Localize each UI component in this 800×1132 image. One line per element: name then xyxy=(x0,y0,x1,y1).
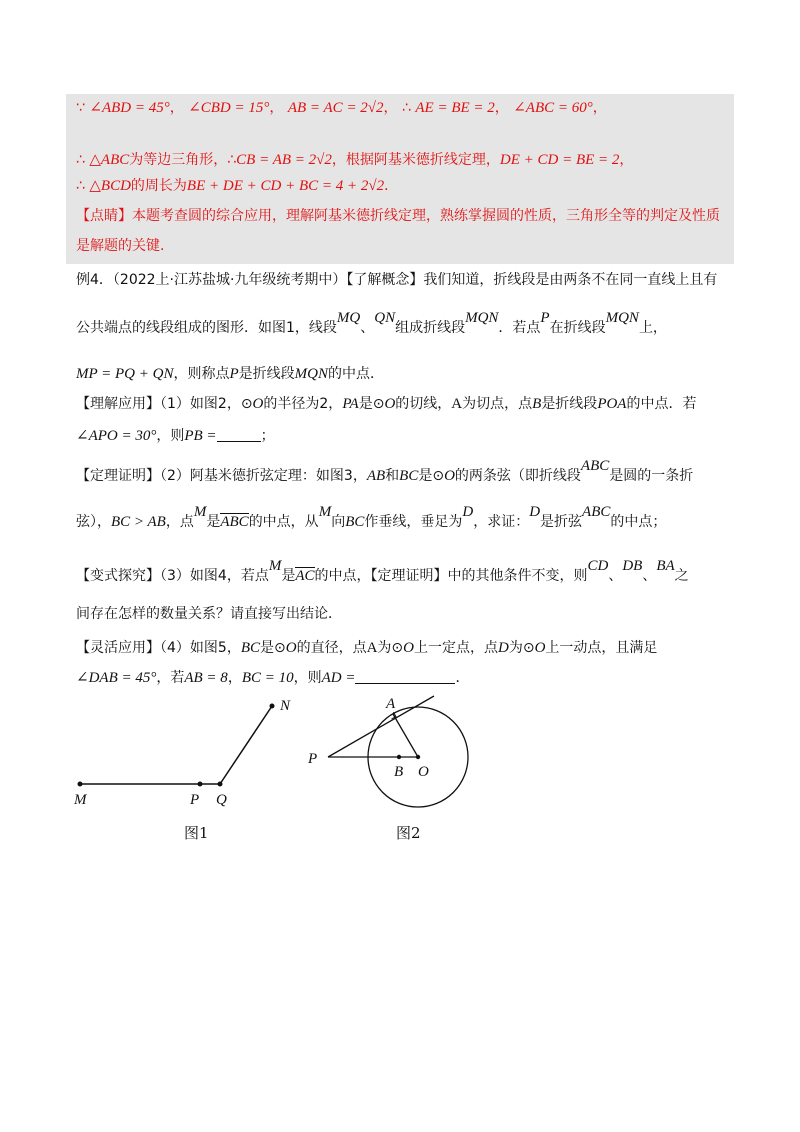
label-a: A xyxy=(386,696,396,712)
question-4-line-2: ∠DAB = 45°，若AB = 8，BC = 10，则AD = ． xyxy=(76,670,470,686)
solution-line-1: ∵ ∠ABD = 45°， ∠CBD = 15°， AB = AC = 2√2， ∴ AE = BE = 2， ∠ABC = 60°， xyxy=(76,100,607,116)
question-2-line-2: 弦），BC > AB，点M是ABC的中点，从M向BC作垂线，垂足为D，求证：D是折弦ABC的中点； xyxy=(76,504,667,530)
figure-2-caption: 图2 xyxy=(396,824,421,842)
question-2-line-1: 【定理证明】（2）阿基米德折弦定理：如图3，AB和BC是⊙O的两条弦（即折线段ABC是圆的一条折 xyxy=(76,458,694,484)
label-b: B xyxy=(394,764,404,780)
concept-line-1: 公共端点的线段组成的图形．如图1，线段MQ、QN组成折线段MQN．若点P在折线段MQN上， xyxy=(76,310,667,336)
segment-qn xyxy=(220,706,272,784)
concept-line-2: MP = PQ + QN，则称点P是折线段MQN的中点． xyxy=(76,366,384,382)
radius-oa xyxy=(393,714,418,757)
question-1-line-1: 【理解应用】（1）如图2，⊙O的半径为2，PA是⊙O的切线，A为切点，点B是折线段POA的中点．若 xyxy=(76,396,697,412)
point-o xyxy=(416,755,420,759)
label-n: N xyxy=(280,698,291,714)
point-p xyxy=(198,782,203,787)
example-heading: 例4．（2022上·江苏盐城·九年级统考期中）【了解概念】我们知道，折线段是由两条不在同一直线上且有 xyxy=(76,272,718,288)
figure-1-caption: 图1 xyxy=(184,824,209,842)
solution-line-2: ∴ △ABC为等边三角形，∴CB = AB = 2√2，根据阿基米德折线定理，DE + CD = BE = 2， xyxy=(76,152,634,168)
point-b xyxy=(397,755,401,759)
figure-1 xyxy=(60,690,320,860)
label-p: P xyxy=(308,751,318,767)
label-o: O xyxy=(418,764,429,780)
tangent-line xyxy=(328,696,434,757)
question-3-line-1: 【变式探究】（3）如图4，若点M是AC的中点，【定理证明】中的其他条件不变，则CD、DB、BA之 xyxy=(76,558,689,584)
question-1-line-2: ∠APO = 30°，则PB = ； xyxy=(76,428,275,444)
label-q: Q xyxy=(216,792,227,808)
label-p: P xyxy=(190,792,200,808)
point-n xyxy=(270,704,275,709)
solution-line-3: ∴ △BCD的周长为BE + DE + CD + BC = 4 + 2√2． xyxy=(76,178,399,194)
arc-ac: AC xyxy=(295,568,315,584)
answer-blank-pb[interactable] xyxy=(217,427,261,442)
solution-comment-end: 是解题的关键. xyxy=(76,238,165,254)
solution-comment: 【点睛】本题考查圆的综合应用，理解阿基米德折线定理，熟练掌握圆的性质，三角形全等的判定及性质 xyxy=(76,208,720,224)
figure-2 xyxy=(290,680,470,860)
point-q xyxy=(218,782,223,787)
point-m xyxy=(78,782,83,787)
label-m: M xyxy=(74,792,87,808)
question-4-line-1: 【灵活应用】（4）如图5，BC是⊙O的直径，点A为⊙O上一定点，点D为⊙O上一动点，且满足 xyxy=(76,640,658,656)
arc-abc: ABC xyxy=(220,514,249,530)
question-3-line-2: 间存在怎样的数量关系？请直接写出结论． xyxy=(76,606,342,622)
